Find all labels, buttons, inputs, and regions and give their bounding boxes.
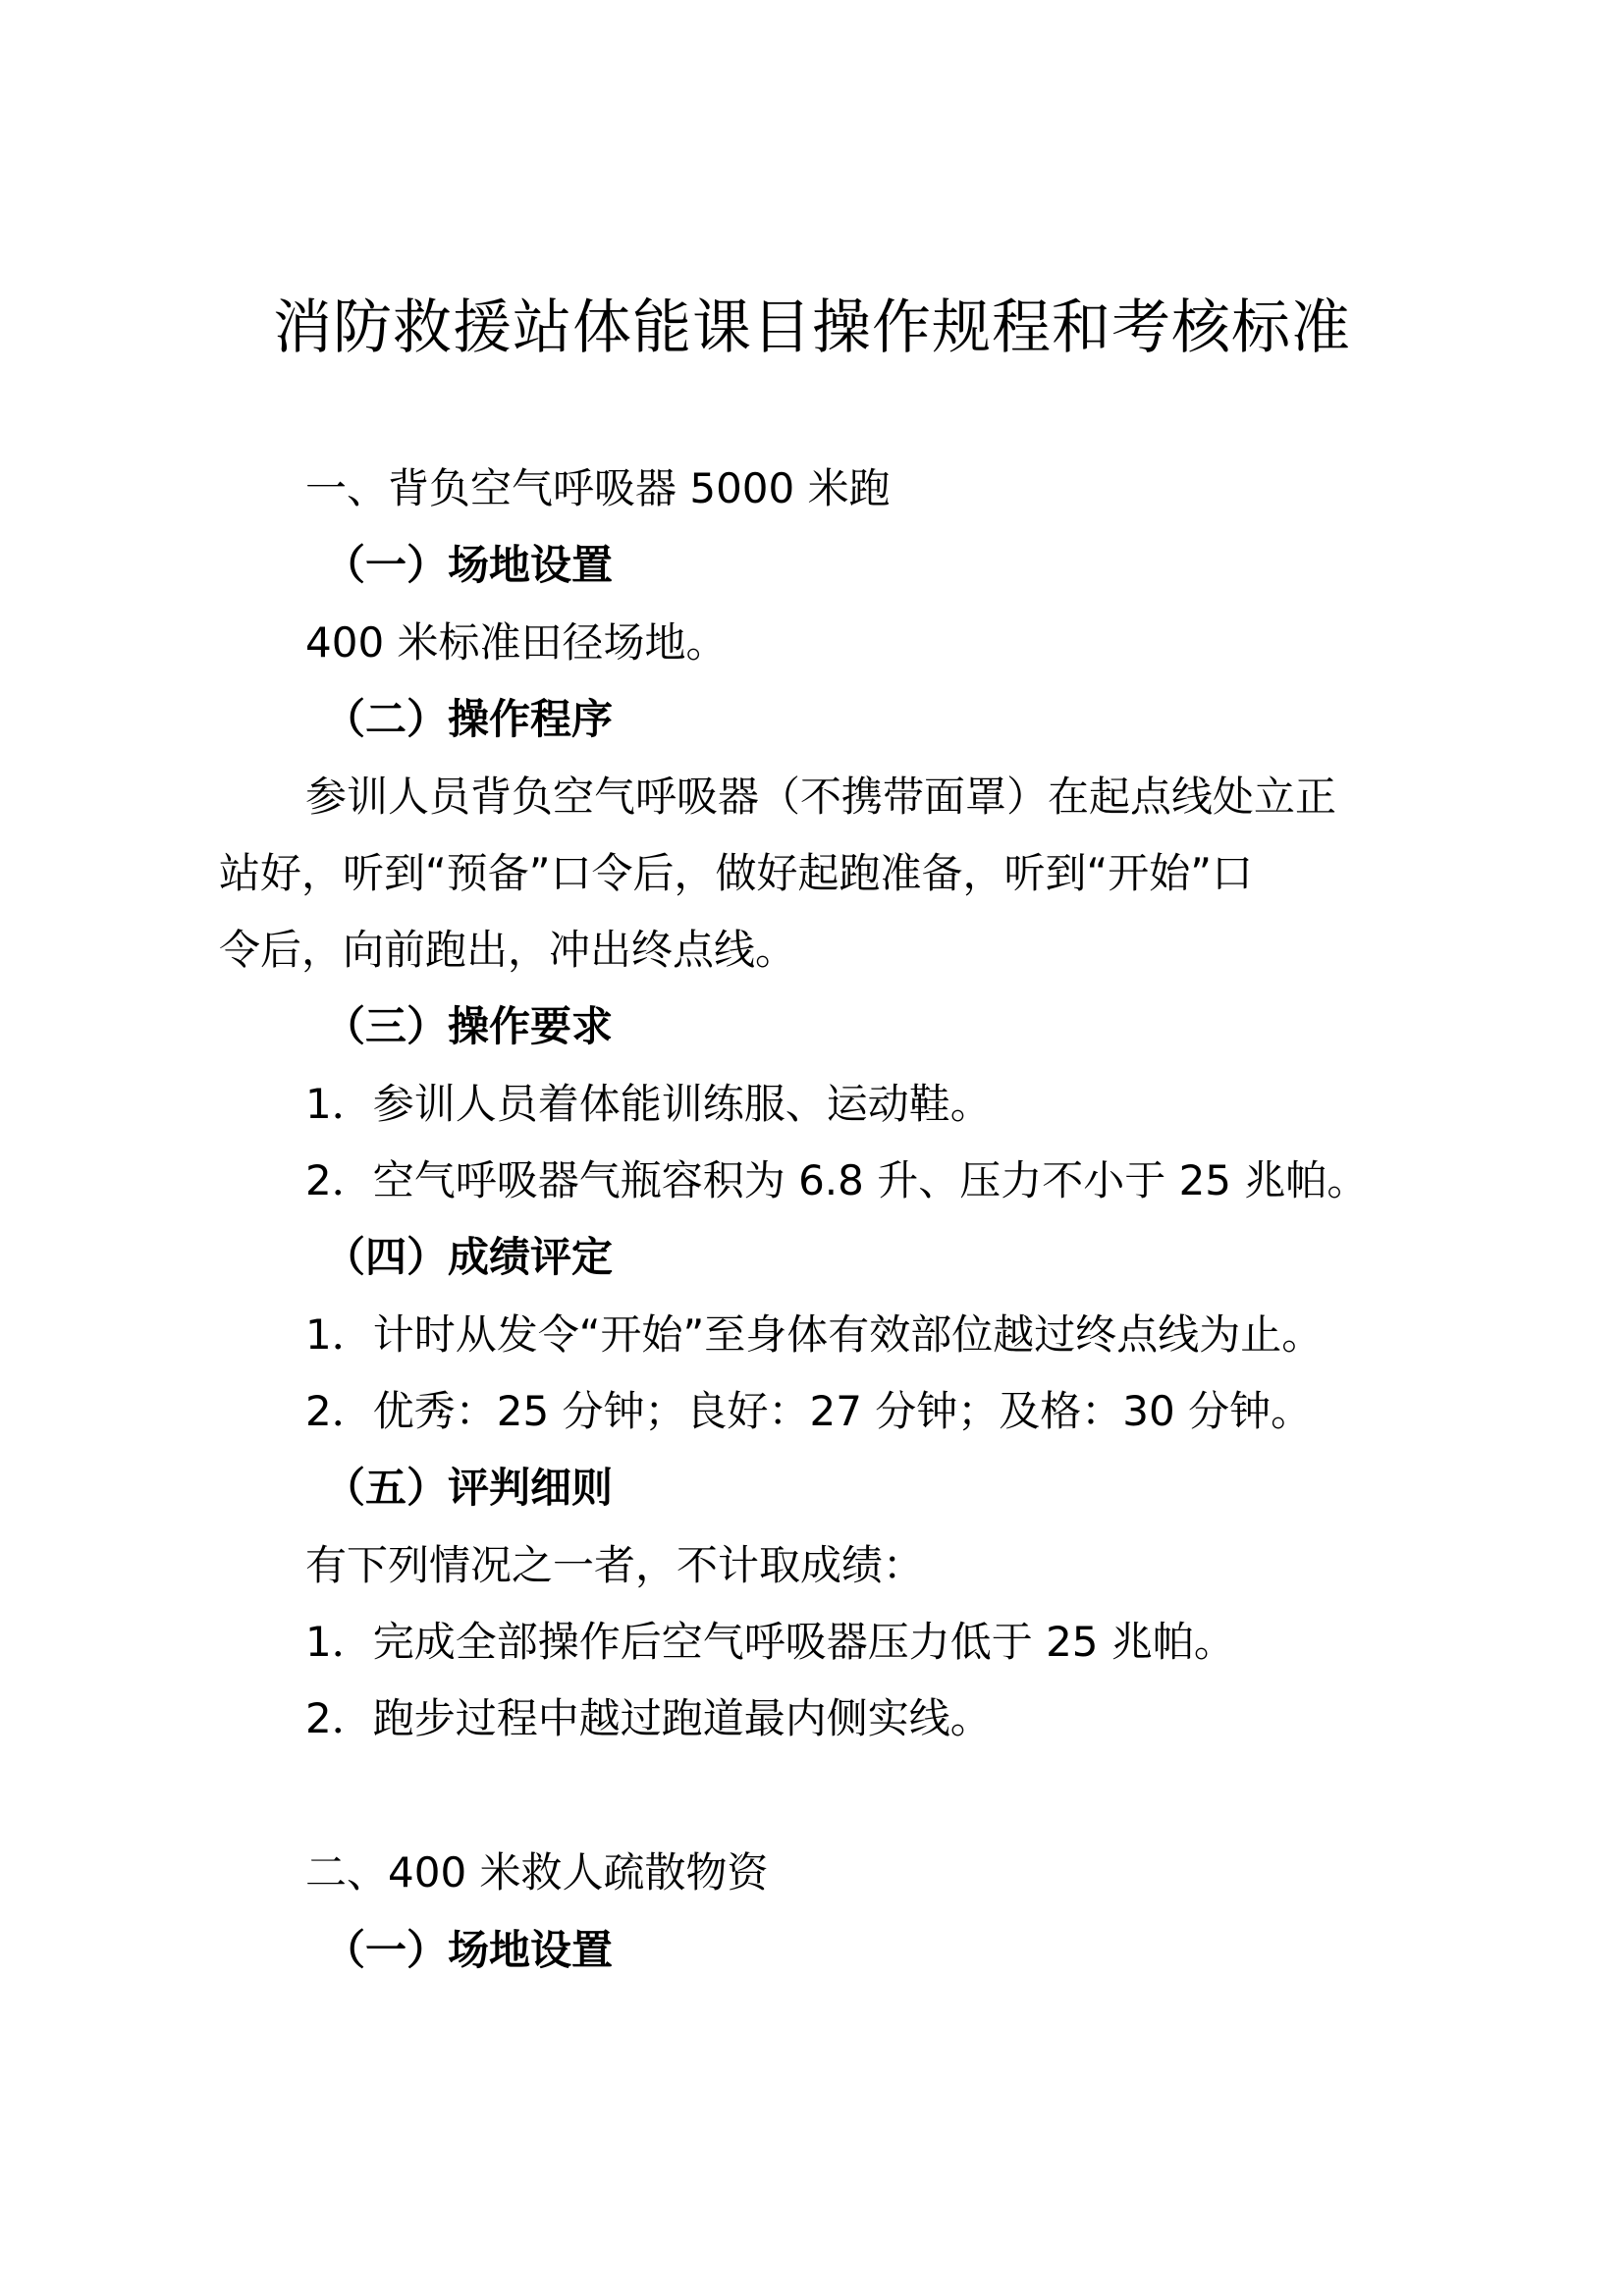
section-heading: 二、400 米救人疏散物资 bbox=[305, 1848, 769, 1896]
list-item: 1．计时从发令“开始”至身体有效部位越过终点线为止。 bbox=[305, 1310, 1324, 1359]
paragraph: 站好，听到“预备”口令后，做好起跑准备，听到“开始”口 bbox=[219, 849, 1254, 897]
subsection-heading: （三）操作要求 bbox=[324, 1002, 614, 1050]
list-item: 1．完成全部操作后空气呼吸器压力低于 25 兆帕。 bbox=[305, 1618, 1235, 1666]
list-item: 1．参训人员着体能训练服、运动鞋。 bbox=[305, 1080, 992, 1128]
subsection-heading: （四）成绩评定 bbox=[324, 1233, 614, 1281]
section-heading: 一、背负空气呼吸器 5000 米跑 bbox=[305, 464, 891, 512]
paragraph: 有下列情况之一者，不计取成绩： bbox=[305, 1541, 925, 1589]
subsection-heading: （二）操作程序 bbox=[324, 695, 614, 743]
list-item: 2．跑步过程中越过跑道最内侧实线。 bbox=[305, 1694, 992, 1742]
paragraph: 参训人员背负空气呼吸器（不携带面罩）在起点线处立正 bbox=[305, 773, 1337, 821]
list-item: 2．空气呼吸器气瓶容积为 6.8 升、压力不小于 25 兆帕。 bbox=[305, 1156, 1369, 1204]
subsection-heading: （五）评判细则 bbox=[324, 1464, 614, 1512]
paragraph: 400 米标准田径场地。 bbox=[305, 618, 728, 667]
list-item: 2．优秀：25 分钟；良好：27 分钟；及格：30 分钟。 bbox=[305, 1387, 1313, 1435]
subsection-heading: （一）场地设置 bbox=[324, 541, 614, 589]
paragraph: 令后，向前跑出，冲出终点线。 bbox=[219, 926, 797, 974]
subsection-heading: （一）场地设置 bbox=[324, 1926, 614, 1974]
document-title: 消防救援站体能课目操作规程和考核标准 bbox=[273, 294, 1351, 362]
